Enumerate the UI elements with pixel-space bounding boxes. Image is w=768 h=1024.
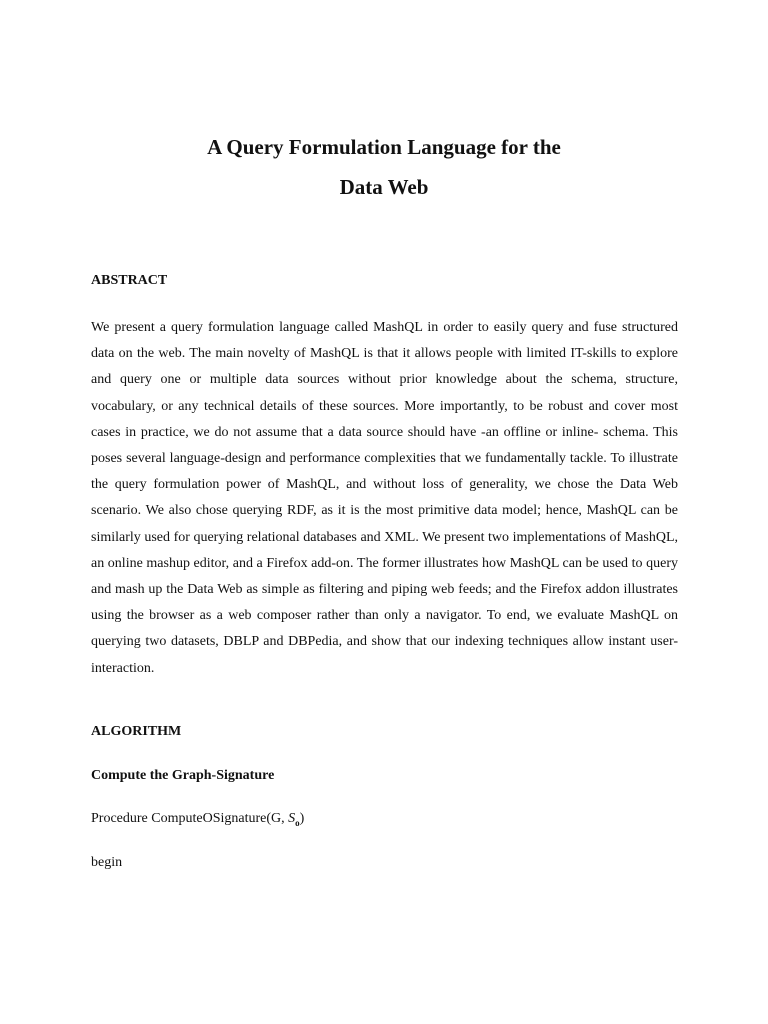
procedure-suffix: ) — [299, 811, 305, 826]
abstract-body: We present a query formulation language called MashQL in order to easily query and fuse structured data on the web. The main novelty of MashQL is that it allows people with limited IT-skills to explore and query one or multiple data sources without prior knowledge about the schema, structure, vocabulary, or any technical details of these sources. More importantly, to be robust and cover most cases in practice, we do not assume that a data source should have -an offline or inline- schema. This poses several language-design and performance complexities that we fundamentally tackle. To illustrate the query formulation power of MashQL, and without loss of generality, we chose the Data Web scenario. We also chose querying RDF, as it is the most primitive data model; hence, MashQL can be similarly used for querying relational databases and XML. We present two implementations of MashQL, an online mashup editor, and a Firefox add-on. The former illustrates how MashQL can be used to query and mash up the Data Web as simple as filtering and piping web feeds; and the Firefox addon illustrates using the browser as a web composer rather than only a navigator. To end, we evaluate MashQL on querying two datasets, DBLP and DBPedia, and show that our indexing techniques allow instant user-interaction. — [91, 320, 678, 676]
procedure-prefix: Procedure ComputeOSignature(G, — [91, 811, 289, 826]
procedure-signature — [91, 810, 304, 832]
paper-title-line-1: A Query Formulation Language for the — [207, 135, 561, 159]
begin-keyword: begin — [91, 855, 123, 870]
algorithm-subheading: Compute the Graph-Signature — [91, 768, 275, 783]
procedure-param: S — [288, 811, 296, 826]
procedure-param-subscript: o — [295, 817, 300, 828]
paper-title-line-2: Data Web — [339, 175, 429, 199]
abstract-heading: ABSTRACT — [91, 273, 168, 288]
algorithm-heading: ALGORITHM — [91, 724, 182, 739]
